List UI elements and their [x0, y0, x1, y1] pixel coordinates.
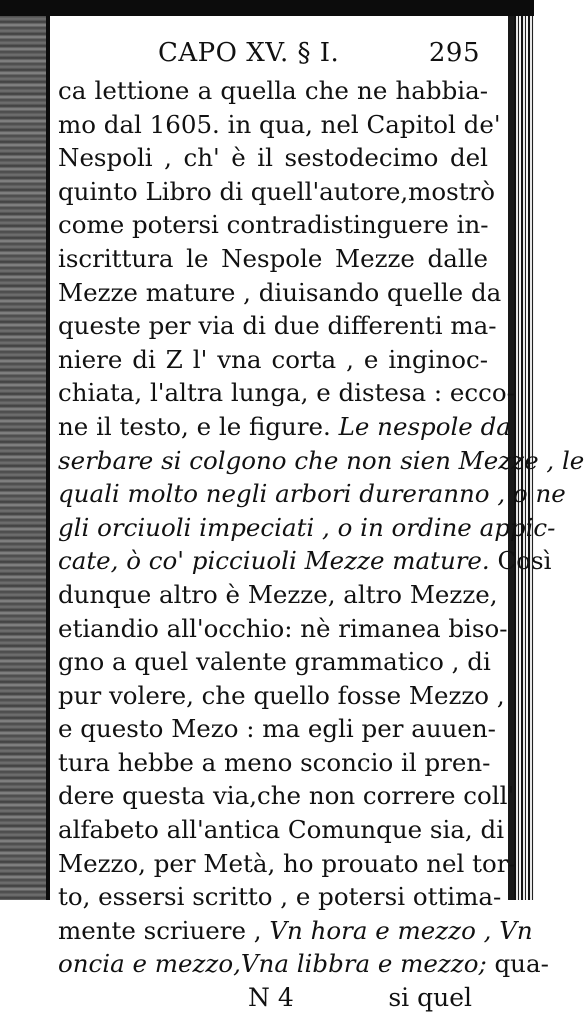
- running-head: [58, 30, 488, 74]
- text-line-main: tura hebbe a meno sconcio il pren-: [58, 747, 491, 777]
- text-line-main: Nespoli , ch' è il sestodecimo del: [58, 143, 488, 173]
- text-line-main: dunque altro è Mezze, altro Mezze,: [58, 579, 498, 609]
- text-line-main: quali molto negli arbori dureranno , o ne: [58, 479, 566, 509]
- text-line-main: ne il testo, e le figure.: [58, 411, 331, 441]
- text-line: [58, 376, 515, 410]
- text-line: [58, 444, 584, 478]
- text-line: [58, 578, 498, 612]
- text-line-main: pur volere, che quello fosse Mezzo ,: [58, 680, 505, 710]
- chapter-title: CAPO XV. § I.: [158, 38, 340, 68]
- body-text: [58, 74, 584, 981]
- text-line: [58, 410, 511, 444]
- text-line-main: etiandio all'occhio: nè rimanea biso-: [58, 613, 508, 643]
- catchword: si quel: [388, 983, 472, 1013]
- text-line-main: mente scriuere ,: [58, 915, 262, 945]
- text-line-main: Mezze mature , diuisando quelle da: [58, 277, 502, 307]
- text-line: [58, 612, 508, 646]
- text-line-main: alfabeto all'antica Comunque sia, di: [58, 815, 505, 845]
- catchline: [58, 981, 488, 1021]
- text-line: [58, 74, 488, 108]
- text-line: [58, 544, 552, 578]
- text-line: [58, 242, 488, 276]
- text-line: [58, 813, 505, 847]
- text-line-main: gno a quel valente grammatico , di: [58, 647, 491, 677]
- text-line-main: cate, ò co' picciuoli Mezze mature.: [58, 546, 490, 576]
- text-line: [58, 108, 501, 142]
- text-line: [58, 208, 488, 242]
- text-line: [58, 477, 566, 511]
- scan-top-border: [0, 0, 534, 16]
- text-line-italic-tail: Vn hora e mezzo , Vn: [269, 915, 533, 945]
- text-line: [58, 343, 488, 377]
- text-line: [58, 847, 517, 881]
- text-line-main: to, essersi scritto , e potersi ottima-: [58, 882, 502, 912]
- text-line: [58, 276, 502, 310]
- text-line-main: Mezzo, per Metà, ho prouato nel tor-: [58, 848, 517, 878]
- text-line: [58, 914, 533, 948]
- text-line: [58, 712, 496, 746]
- text-line: [58, 645, 491, 679]
- text-line: [58, 679, 505, 713]
- text-line: [58, 309, 497, 343]
- text-line: [58, 779, 515, 813]
- text-line-main: quinto Libro di quell'autore,mostrò: [58, 176, 496, 206]
- text-line: [58, 880, 502, 914]
- page-number: 295: [428, 38, 480, 68]
- text-line-main: come potersi contradistinguere in-: [58, 210, 489, 240]
- text-line: [58, 746, 491, 780]
- text-line-roman-tail: qua-: [494, 949, 549, 979]
- text-line-main: niere di Z l' vna corta , e inginoc-: [58, 344, 488, 374]
- text-line-roman-tail: Così: [497, 546, 552, 576]
- text-line-main: oncia e mezzo,Vna libbra e mezzo;: [58, 949, 487, 979]
- book-page: [58, 30, 584, 1013]
- gutter-edge: [46, 16, 50, 900]
- signature-mark: N 4: [248, 983, 294, 1013]
- text-line: [58, 947, 549, 981]
- text-line: [58, 141, 488, 175]
- text-line-main: iscrittura le Nespole Mezze dalle: [58, 243, 488, 273]
- text-line-main: e questo Mezo : ma egli per auuen-: [58, 714, 496, 744]
- text-line-main: queste per via di due differenti ma-: [58, 311, 497, 341]
- text-line-italic-tail: Le nespole da: [338, 411, 511, 441]
- text-line-main: mo dal 1605. in qua, nel Capitol de': [58, 109, 501, 139]
- text-line-main: serbare si colgono che non sien Mezze , le: [58, 445, 584, 475]
- text-line-main: ca lettione a quella che ne habbia-: [58, 76, 488, 105]
- text-line-main: gli orciuoli impeciati , o in ordine appic-: [58, 512, 556, 542]
- text-line-main: dere questa via,che non correre coll': [58, 781, 515, 811]
- text-line: [58, 511, 556, 545]
- text-line-main: chiata, l'altra lunga, e distesa : ecco-: [58, 378, 515, 408]
- text-line: [58, 175, 496, 209]
- book-gutter-shadow: [0, 16, 46, 900]
